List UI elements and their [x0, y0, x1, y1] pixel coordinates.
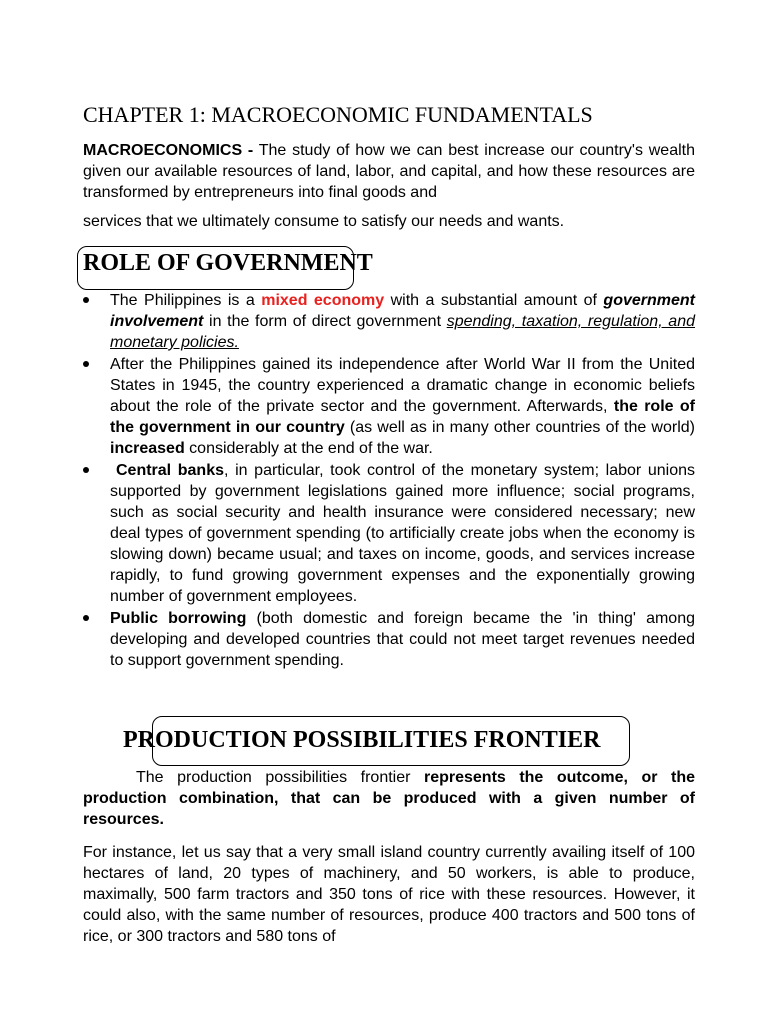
ppf-heading: PRODUCTION POSSIBILITIES FRONTIER: [123, 727, 601, 753]
ppf-definition-paragraph: [83, 767, 695, 830]
emphasis-central-banks: Central banks: [116, 462, 225, 479]
list-item: [83, 354, 695, 459]
text: (both domestic and foreign became the 'in thing' among developing and developed countries that could not meet target revenues needed to support government spending.: [110, 610, 695, 669]
bullet-icon: [83, 467, 89, 473]
text: (as well as in many other countries of the world): [344, 419, 695, 436]
text: The production possibilities frontier: [136, 769, 424, 786]
text: considerably at the end of the war.: [184, 440, 433, 457]
definition-term: MACROECONOMICS -: [83, 142, 254, 159]
emphasis-policies: spending, taxation, regulation, and monetary policies.: [110, 313, 695, 351]
macroeconomics-definition: [83, 140, 695, 232]
list-item: [83, 608, 695, 671]
definition-text: The study of how we can best increase our country's wealth given our available resources of land, labor, and capital, and how these resources are transformed by entrepreneurs into final goods and: [83, 142, 695, 201]
text: , in particular, took control of the monetary system; labor unions supported by government legislations gained more influence; social programs, such as social security and health insurance were considered necessary; new deal types of government spending (to artificially create jobs when the economy is slowing down) became usual; and taxes on income, goods, and services increase rapidly, to fund growing government expenses and the exponentially growing number of government employees.: [110, 462, 696, 605]
list-item: [83, 460, 695, 607]
text: with a substantial amount of: [384, 292, 604, 309]
text: After the Philippines gained its independence after World War II from the United States in 1945, the country experienced a dramatic change in economic beliefs about the role of the private sector and the government. Afterwards,: [110, 356, 695, 415]
highlight-mixed-economy: mixed economy: [261, 292, 385, 309]
emphasis-ppf-definition: represents the outcome, or the production combination, that can be produced with a given number of resources.: [83, 769, 695, 828]
text: The Philippines is a: [110, 292, 262, 309]
list-item: [83, 290, 695, 353]
text: in the form of direct government: [203, 313, 447, 330]
bullet-icon: [83, 297, 89, 303]
bullet-icon: [83, 361, 89, 367]
emphasis-government-involvement: government involvement: [110, 292, 695, 330]
role-of-government-heading: ROLE OF GOVERNMENT: [83, 250, 373, 276]
chapter-title: CHAPTER 1: MACROECONOMIC FUNDAMENTALS: [83, 102, 593, 127]
bullet-icon: [83, 615, 89, 621]
emphasis-increased: increased: [110, 440, 185, 457]
ppf-example-paragraph: For instance, let us say that a very small island country currently availing itself of 100 hectares of land, 20 types of machinery, and 50 workers, is able to produce, maximally, 500 farm tractors and 350 tons of rice with these resources. However, it could also, with the same number of resources, produce 400 tractors and 500 tons of rice, or 300 tractors and 580 tons of: [83, 844, 695, 945]
government-role-list: [83, 290, 695, 672]
emphasis-public-borrowing: Public borrowing: [110, 610, 247, 627]
definition-text-last: services that we ultimately consume to satisfy our needs and wants.: [83, 213, 565, 230]
emphasis-role-of-government: the role of the government in our country: [110, 398, 695, 436]
